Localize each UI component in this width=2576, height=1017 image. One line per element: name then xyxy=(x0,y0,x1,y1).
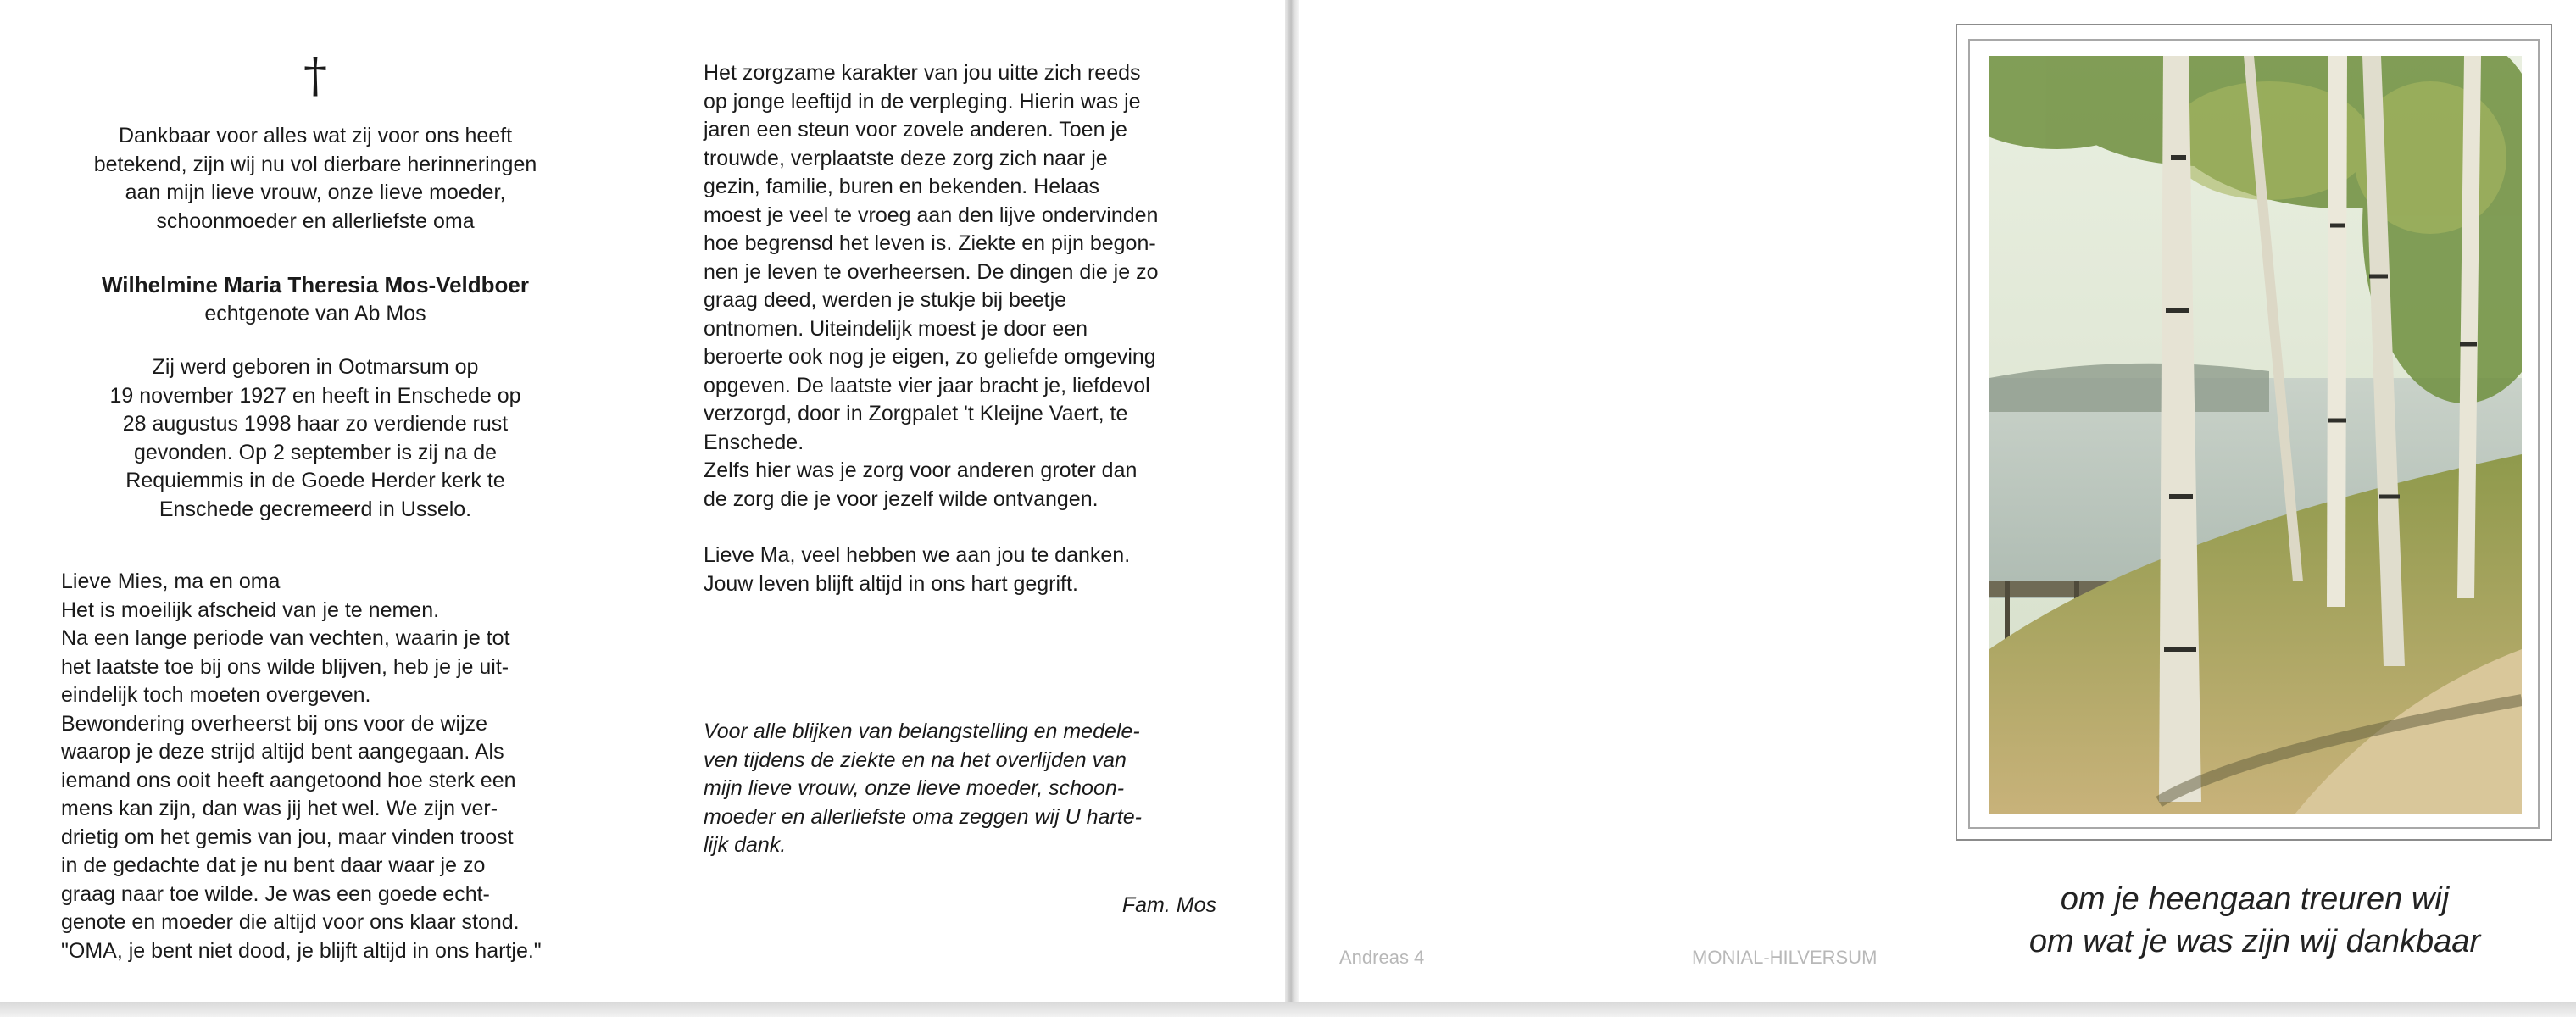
message-line: mens kan zijn, dan was jij het wel. We zijn ver- xyxy=(61,797,498,820)
birth-line: gevonden. Op 2 september is zij na de xyxy=(133,440,498,464)
message-line: Lieve Mies, ma en oma xyxy=(61,570,281,593)
poem-text xyxy=(1941,878,2568,963)
message-line: eindelijk toch moeten overgeven. xyxy=(61,683,371,707)
poem-line: om je heengaan treuren wij xyxy=(2060,881,2450,917)
closing-text xyxy=(704,542,1216,598)
birth-line: Zij werd geboren in Ootmarsum op xyxy=(152,355,479,379)
birch-trees-photo xyxy=(1989,56,2522,814)
birth-line: 28 augustus 1998 haar zo verdiende rust xyxy=(122,412,509,436)
body-line: Enschede. xyxy=(704,430,804,454)
body-line: nen je leven te overheersen. De dingen die je zo xyxy=(704,259,1159,284)
thanks-line: mijn lieve vrouw, onze lieve moeder, schoon- xyxy=(704,776,1125,800)
birth-death-text xyxy=(61,353,570,524)
body-line: verzorgd, door in Zorgpalet 't Kleijne Vaert, te xyxy=(704,402,1128,425)
printer-name: MONIAL-HILVERSUM xyxy=(1692,947,1878,968)
message-line: waarop je deze strijd altijd bent aangegaan. Als xyxy=(61,740,504,764)
body-line: hoe begrensd het leven is. Ziekte en pijn begon- xyxy=(704,231,1156,255)
body-line: graag deed, werden je stukje bij beetje xyxy=(704,288,1067,312)
closing-line: Jouw leven blijft altijd in ons hart gegrift. xyxy=(704,571,1078,596)
thanks-line: Voor alle blijken van belangstelling en medele- xyxy=(704,720,1140,743)
body-line: de zorg die je voor jezelf wilde ontvangen. xyxy=(704,486,1099,511)
intro-line: betekend, zijn wij nu vol dierbare herinneringen xyxy=(93,152,537,176)
thanks-text xyxy=(704,718,1216,860)
signature: Fam. Mos xyxy=(1121,893,1216,917)
message-line: Het is moeilijk afscheid van je te nemen. xyxy=(61,597,440,622)
print-code: Andreas 4 xyxy=(1339,947,1425,968)
right-text-column xyxy=(704,59,1216,598)
message-line: Bewondering overheerst bij ons voor de wijze xyxy=(61,711,488,736)
body-line: Zelfs hier was je zorg voor anderen groter dan xyxy=(704,458,1138,482)
message-line: in de gedachte dat je nu bent daar waar je zo xyxy=(61,853,486,877)
spouse-line: echtgenote van Ab Mos xyxy=(204,301,426,325)
birth-line: 19 november 1927 en heeft in Enschede op xyxy=(109,383,521,408)
deceased-name: Wilhelmine Maria Theresia Mos-Veldboer xyxy=(101,272,530,297)
birth-line: Enschede gecremeerd in Usselo. xyxy=(159,497,472,521)
body-line: ontnomen. Uiteindelijk moest je door een xyxy=(704,316,1088,341)
intro-text xyxy=(61,122,570,236)
left-text-column xyxy=(61,48,570,965)
body-line: opgeven. De laatste vier jaar bracht je, liefdevol xyxy=(704,373,1150,397)
body-line: Het zorgzame karakter van jou uitte zich reeds xyxy=(704,61,1141,85)
message-line: graag naar toe wilde. Je was een goede echt- xyxy=(61,881,490,906)
closing-line: Lieve Ma, veel hebben we aan jou te danken. xyxy=(704,543,1131,567)
thanks-line: ven tijdens de ziekte en na het overlijden van xyxy=(704,747,1127,772)
body-line: gezin, familie, buren en bekenden. Helaas xyxy=(704,175,1099,198)
cross-icon: † xyxy=(303,48,327,103)
scan-bottom-edge xyxy=(0,1002,2576,1017)
message-line: Na een lange periode van vechten, waarin je tot xyxy=(61,626,510,650)
message-line: "OMA, je bent niet dood, je blijft altijd in ons hartje." xyxy=(61,938,542,963)
body-line: jaren een steun voor zovele anderen. Toen je xyxy=(704,118,1127,142)
thanks-line: lijk dank. xyxy=(704,833,787,857)
intro-line: Dankbaar voor alles wat zij voor ons heeft xyxy=(118,124,513,147)
body-line: moest je veel te vroeg aan den lijve ondervinden xyxy=(704,203,1159,227)
birth-line: Requiemmis in de Goede Herder kerk te xyxy=(125,469,505,492)
message-line: iemand ons ooit heeft aangetoond hoe sterk een xyxy=(61,768,516,792)
intro-line: schoonmoeder en allerliefste oma xyxy=(156,208,475,233)
message-line: genote en moeder die altijd voor ons klaar stond. xyxy=(61,910,520,934)
landscape-image xyxy=(1989,56,2522,814)
body-line: op jonge leeftijd in de verpleging. Hierin was je xyxy=(704,89,1141,114)
card-fold xyxy=(1285,0,1299,1017)
body-line: beroerte ook nog je eigen, zo geliefde omgeving xyxy=(704,345,1156,369)
poem-line: om wat je was zijn wij dankbaar xyxy=(2028,924,2481,959)
thanks-line: moeder en allerliefste oma zeggen wij U harte- xyxy=(704,804,1142,829)
message-line: het laatste toe bij ons wilde blijven, heb je je uit- xyxy=(61,654,509,679)
message-line: drietig om het gemis van jou, maar vinden troost xyxy=(61,825,514,849)
intro-line: aan mijn lieve vrouw, onze lieve moeder, xyxy=(125,181,506,204)
message-text xyxy=(61,568,570,965)
body-line: trouwde, verplaatste deze zorg zich naar je xyxy=(704,146,1108,170)
